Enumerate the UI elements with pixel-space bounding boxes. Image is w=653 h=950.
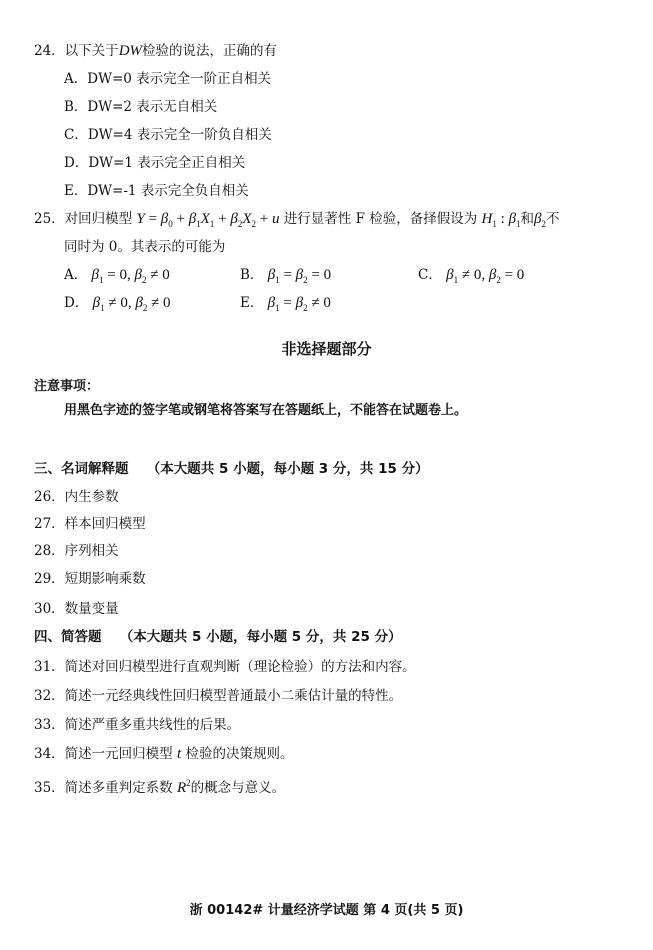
list-item: 33．简述严重多重共线性的后果。 (34, 717, 241, 733)
q35-r-squared: $R^2$ (176, 778, 191, 796)
q25-option-e-label: E． (240, 295, 264, 311)
q25-option-e (240, 294, 331, 317)
q25-beta2: $\beta_2$ (534, 211, 547, 229)
q25-option-a-label: A． (64, 267, 88, 283)
q25-option-c-label: C． (418, 267, 442, 283)
q25-stem (34, 210, 560, 233)
q34-item (34, 745, 293, 763)
q25-stem-end: 不 (546, 211, 560, 227)
q34-math: t (176, 746, 182, 762)
q25-option-d (64, 294, 171, 317)
page-footer: 浙 00142# 计量经济学试题 第 4 页(共 5 页) (189, 903, 464, 918)
q25-stem-pre: 25．对回归模型 (34, 211, 133, 227)
list-item: 28．序列相关 (34, 543, 119, 559)
q34-post: 检验的决策规则。 (185, 746, 294, 762)
part4-heading: 四、简答题 (34, 629, 102, 645)
q25-stem-and: 和 (520, 211, 535, 227)
part3-header (34, 460, 429, 478)
part3-heading: 三、名词解释题 (34, 461, 129, 477)
q25-model-formula: $Y = \beta_0 + \beta_1X_1 + \beta_2X_2 + u$ (136, 211, 280, 229)
q25-option-d-formula: $\beta_1 \ne 0$, $\beta_2 \ne 0$ (92, 295, 171, 313)
q25-line2: 同时为 0。其表示的可能为 (64, 239, 226, 255)
q24-option-e: E．DW=-1 表示完全负自相关 (64, 183, 249, 199)
q25-option-d-label: D． (64, 295, 89, 311)
q25-option-b (240, 266, 331, 289)
q25-hypothesis: $H_1$ : $\beta_1$ (481, 211, 521, 229)
q35-post: 的概念与意义。 (190, 780, 286, 796)
list-item: 32．简述一元经典线性回归模型普通最小二乘估计量的特性。 (34, 688, 403, 704)
q24-stem-math: DW (118, 43, 143, 59)
list-item: 30．数量变量 (34, 601, 119, 617)
q24-stem-post: 检验的说法，正确的有 (142, 43, 278, 59)
q25-option-e-formula: $\beta_1 = \beta_2 \ne 0$ (267, 295, 331, 313)
q24-option-a: A．DW=0 表示完全一阶正自相关 (64, 71, 272, 87)
q25-option-c (418, 266, 524, 289)
part4-header (34, 628, 402, 646)
q34-pre: 34．简述一元回归模型 (34, 746, 173, 762)
list-item: 29．短期影响乘数 (34, 571, 146, 587)
list-item: 31．简述对回归模型进行直观判断（理论检验）的方法和内容。 (34, 659, 416, 675)
q25-option-c-formula: $\beta_1 \ne 0$, $\beta_2 = 0$ (446, 267, 525, 285)
q25-option-b-label: B． (240, 267, 264, 283)
part4-detail: （本大题共 5 小题，每小题 5 分，共 25 分） (119, 629, 402, 645)
q35-item (34, 774, 285, 797)
notice-text: 用黑色字迹的签字笔或钢笔将答案写在答题纸上，不能答在试题卷上。 (64, 403, 468, 418)
q25-option-a (64, 266, 170, 289)
q35-pre: 35．简述多重判定系数 (34, 780, 173, 796)
q25-stem-mid: 进行显著性 F 检验，备择假设为 (283, 211, 478, 227)
list-item: 27．样本回归模型 (34, 516, 146, 532)
q25-option-b-formula: $\beta_1 = \beta_2 = 0$ (267, 267, 332, 285)
list-item: 26．内生参数 (34, 489, 119, 505)
q24-stem-pre: 24．以下关于 (34, 43, 119, 59)
q24-stem (34, 42, 277, 60)
q24-option-c: C．DW=4 表示完全一阶负自相关 (64, 127, 272, 143)
q24-option-d: D．DW=1 表示完全正自相关 (64, 155, 246, 171)
section-title: 非选择题部分 (281, 340, 372, 358)
notice-label: 注意事项： (34, 379, 100, 394)
part3-detail: （本大题共 5 小题，每小题 3 分，共 15 分） (146, 461, 429, 477)
q25-option-a-formula: $\beta_1 = 0$, $\beta_2 \ne 0$ (91, 267, 170, 285)
q24-option-b: B．DW=2 表示无自相关 (64, 99, 218, 115)
